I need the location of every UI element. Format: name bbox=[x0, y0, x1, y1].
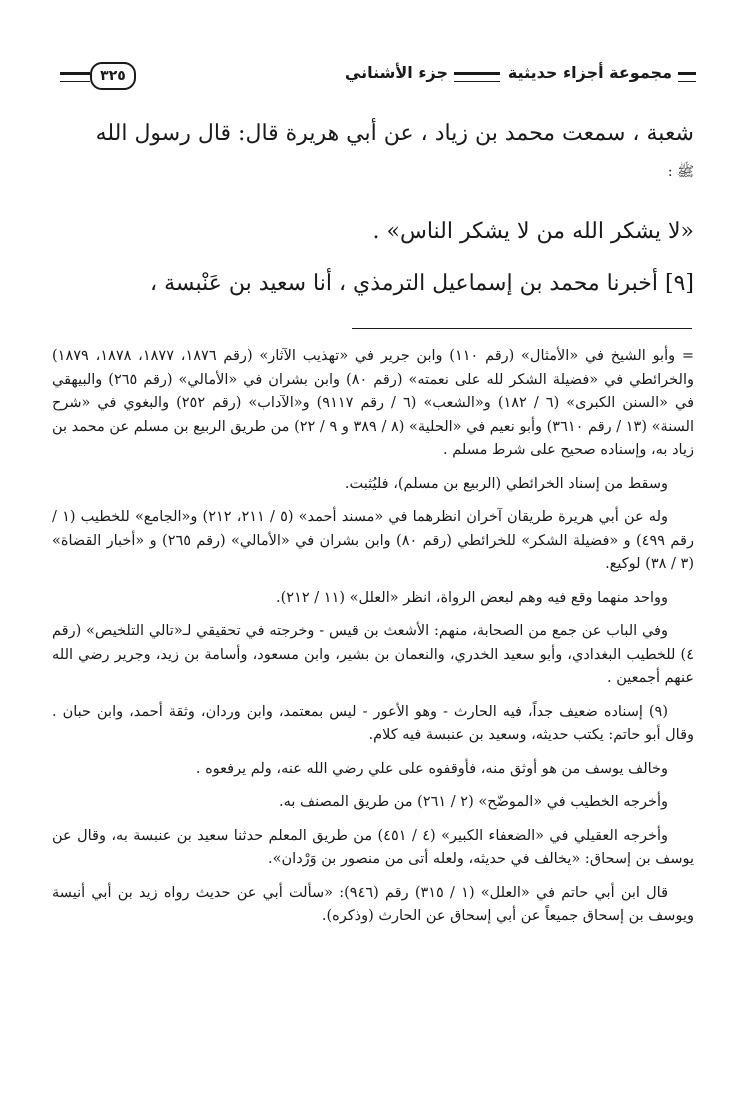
honorific: ﷺ : bbox=[667, 164, 694, 180]
footnote-separator bbox=[352, 328, 692, 329]
main-text-honorific bbox=[54, 148, 694, 194]
footnote-paragraph: وخالف يوسف من هو أوثق منه، فأوقفوه على علي رضي الله عنه، ولم يرفعوه . bbox=[195, 760, 668, 777]
footnote-paragraph: وأخرجه العقيلي في «الضعفاء الكبير» (٤ / ٤٥١) من طريق المعلم حدثنا سعيد بن عنبسة به، وقال عن يوسف بن إسحاق: «يخالف في حديثه، ولعله أتى من منصور بن وَرْدان». bbox=[52, 827, 694, 867]
book-title: مجموعة أجزاء حديثية bbox=[507, 63, 672, 82]
chain-line: [٩] أخبرنا محمد بن إسماعيل الترمذي ، أنا سعيد بن عَنْبسة ، bbox=[150, 271, 694, 296]
header-rule-right bbox=[678, 72, 696, 82]
hadith-text: «لا يشكر الله من لا يشكر الناس» . bbox=[372, 219, 694, 244]
header-rule-left bbox=[60, 72, 90, 82]
footnote-paragraph: (٩) إسناده ضعيف جداً، فيه الحارث - وهو الأعور - ليس بمعتمد، وابن وردان، وثقة أحمد، وابن حبان . وقال أبو حاتم: يكتب حديثه، وسعيد بن عنبسة فيه كلام. bbox=[52, 703, 694, 743]
footnote-paragraph: وله عن أبي هريرة طريقان آخران انظرهما في «مسند أحمد» (٥ / ٢١١، ٢١٢) و«الجامع» للخطيب (١ / رقم ٤٩٩) و «فضيلة الشكر» للخرائطي (رقم ٨٠) وابن بشران في «الأمالي» (رقم ٢٦٥) و «أخبار القضاة» (٣ / ٣٨) لوكيع. bbox=[52, 509, 694, 572]
footnote-paragraph: وفي الباب عن جمع من الصحابة، منهم: الأشعث بن قيس - وخرجته في تحقيقي لـ«تالي التلخيص» (رقم ٤) للخطيب البغدادي، وأبو سعيد الخدري، والنعمان بن بشير، وابن مسعود، وأسامة بن زيد، وجرير رضي الله عنهم أجمعين . bbox=[52, 623, 694, 686]
page-number: ٣٢٥ bbox=[90, 62, 136, 90]
footnote-paragraph: = وأبو الشيخ في «الأمثال» (رقم ١١٠) وابن جرير في «تهذيب الآثار» (رقم ١٨٧٦، ١٨٧٧، ١٨٧٨، ١٨٧٩) والخرائطي في «فضيلة الشكر لله على نعمته» (رقم ٨٠) وابن بشران في «الأمالي» (رقم ٢٦٥) والبيهقي في «السنن الكبرى» (٦ / ١٨٢) و«الشعب» (٦ / رقم ٩١١٧) و«الآداب» (رقم ٢٥٢) والبغوي في «شرح السنة» (١٣ / رقم ٣٦١٠) وأبو نعيم في «الحلية» (٨ / ٣٨٩ و ٩ / ٢٢) من طريق الربيع بن مسلم عن محمد بن زياد به، وإسناده صحيح على شرط مسلم . bbox=[52, 348, 695, 458]
footnote-paragraph: وأخرجه الخطيب في «الموضّح» (٢ / ٢٦١) من طريق المصنف به. bbox=[279, 794, 668, 810]
footnote-paragraph: قال ابن أبي حاتم في «العلل» (١ / ٣١٥) رقم (٩٤٦): «سألت أبي عن حديث رواه زيد بن أبي أنيسة ويوسف بن إسحاق جميعاً عن أبي إسحاق عن الحارث (وذكره). bbox=[52, 884, 694, 924]
footnote-paragraph: وواحد منهما وقع فيه وهم لبعض الرواة، انظر «العلل» (١١ / ٢١٢). bbox=[276, 589, 668, 606]
header-rule-middle bbox=[454, 72, 500, 82]
part-title: جزء الأشناني bbox=[344, 63, 448, 82]
main-text-line-1: شعبة ، سمعت محمد بن زياد ، عن أبي هريرة قال: قال رسول الله bbox=[95, 121, 694, 146]
footnotes bbox=[52, 345, 694, 939]
running-header bbox=[60, 62, 696, 92]
footnote-paragraph: وسقط من إسناد الخرائطي (الربيع بن مسلم)، فليُثبت. bbox=[344, 475, 668, 492]
